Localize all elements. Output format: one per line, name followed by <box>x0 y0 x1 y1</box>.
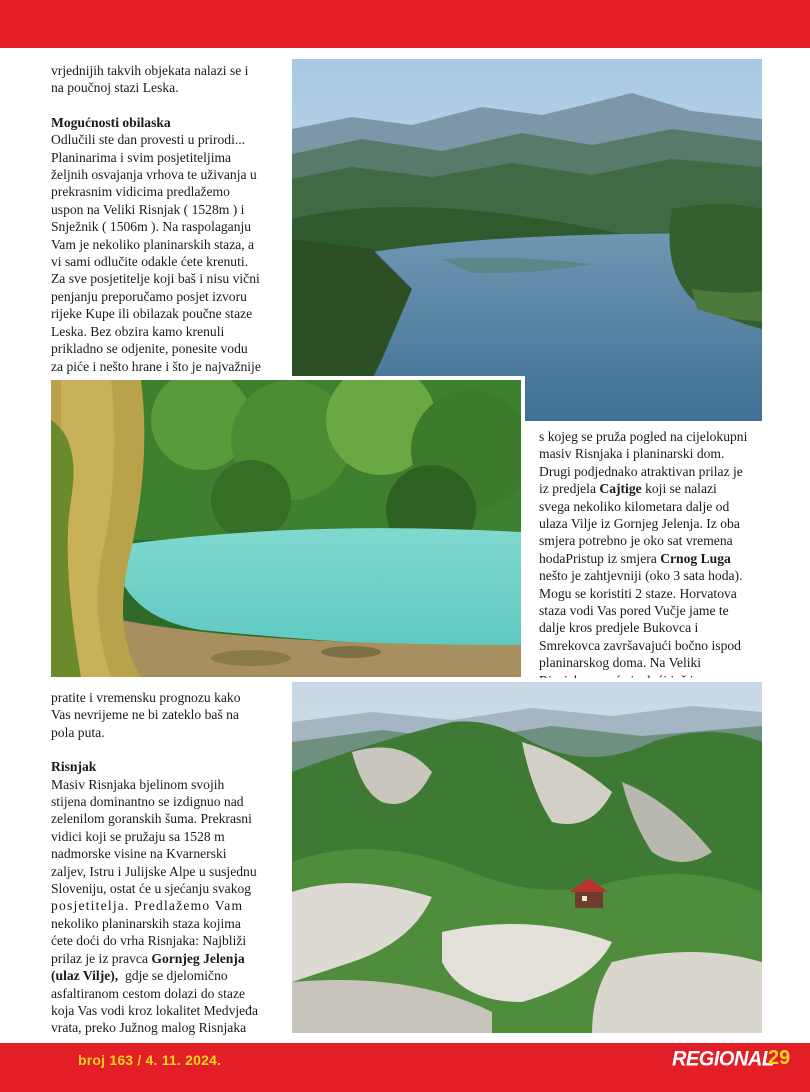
text-line: penjanju preporučamo posjet izvoru <box>51 288 247 304</box>
left-column-bottom <box>51 689 275 1037</box>
text-line: vrata, preko Južnog malog Risnjaka <box>51 1020 247 1036</box>
brand-logo: REGIONAL <box>672 1047 774 1071</box>
section-heading-risnjak: Risnjak <box>51 759 97 775</box>
page-number: 29 <box>768 1047 791 1069</box>
text-line: prikladno se odjenite, ponesite vodu <box>51 341 248 357</box>
text-line: vidici koji se pružaju sa 1528 m <box>51 828 225 844</box>
text-line: koja Vas vodi kroz lokalitet Medvjeđa <box>51 1002 259 1018</box>
text-line: stijena dominantno se izdignuo nad <box>51 794 244 810</box>
place-name-crnog-luga: Crnog Luga <box>660 550 731 566</box>
text-line: rijeke Kupe ili obilazak poučne staze <box>51 306 253 322</box>
text-line: pola puta. <box>51 724 105 740</box>
text-line: Mogu se koristiti 2 staze. Horvatova <box>539 585 737 601</box>
text-line: svega nekoliko kilometara dalje od <box>539 498 730 514</box>
text-line-ulaz-vilje <box>51 967 275 984</box>
text-line: ćete doći do vrha Risnjaka: Najbliži <box>51 933 247 949</box>
text-line: željnih osvajanja vrhova te uživanja u <box>51 167 257 183</box>
text-span: hodaPristup iz smjera <box>539 550 661 566</box>
text-line: na poučnoj stazi Leska. <box>51 80 179 96</box>
text-line: Masiv Risnjaka bjelinom svojih <box>51 776 225 792</box>
text-line: planinarskog doma. Na Veliki <box>539 655 702 671</box>
left-column-top <box>51 62 275 392</box>
text-line: Drugi podjednako atraktivan prilaz je <box>539 463 743 479</box>
text-line: dalje kros predjele Bukovca i <box>539 620 699 636</box>
text-line: Snježnik ( 1506m ). Na raspolaganju <box>51 219 252 235</box>
text-line: Vam je nekoliko planinarskih staza, a <box>51 236 255 252</box>
text-line: masiv Risnjaka i planinarski dom. <box>539 446 725 462</box>
text-line-gornjeg-jelenja <box>51 950 275 967</box>
photo-lake-landscape <box>292 59 762 421</box>
text-line: uspon na Veliki Risnjak ( 1528m ) i <box>51 201 245 217</box>
text-line-crnog-luga <box>539 550 762 567</box>
text-line: Smrekovca završavajući bočno ispod <box>539 637 741 653</box>
top-red-bar <box>0 0 810 48</box>
right-column-mid <box>539 428 762 689</box>
text-line: Odlučili ste dan provesti u prirodi... <box>51 132 246 148</box>
text-span: gdje se djelomično <box>118 968 228 984</box>
text-line: s kojeg se pruža pogled na cijelokupni <box>539 429 748 444</box>
text-span: koji se nalazi <box>641 481 717 497</box>
text-span: prilaz je iz pravca <box>51 950 152 966</box>
text-line: prekrasnim vidicima predlažemo <box>51 184 230 200</box>
text-line: ulaza Vilje iz Gornjeg Jelenja. Iz oba <box>539 516 740 532</box>
issue-date: broj 163 / 4. 11. 2024. <box>78 1052 222 1068</box>
place-name-ulaz-vilje: (ulaz Vilje), <box>51 968 119 984</box>
text-line: zelenilom goranskih šuma. Prekrasni <box>51 811 252 827</box>
text-line: nešto je zahtjevniji (oko 3 sata hoda). <box>539 568 743 584</box>
text-line: staza vodi Vas pored Vučje jame te <box>539 603 729 619</box>
mogucnosti-body <box>51 131 275 392</box>
text-line: Sloveniju, ostat će u sjećanju svakog <box>51 881 252 897</box>
text-line-cajtige <box>539 480 762 497</box>
intro-text <box>51 62 275 97</box>
place-name-gornjeg-jelenja: Gornjeg Jelenja <box>151 950 245 966</box>
text-line: Vas nevrijeme ne bi zateklo baš na <box>51 707 239 723</box>
text-span: iz predjela <box>539 481 600 497</box>
section-heading-mogucnosti: Mogućnosti obilaska <box>51 114 171 130</box>
text-line: vrjednijih takvih objekata nalazi se i <box>51 63 249 78</box>
text-line: zaljev, Istru i Julijske Alpe u susjednu <box>51 863 257 879</box>
text-line: nekoliko planinarskih staza kojima <box>51 915 241 931</box>
text-line: Za sve posjetitelje koji baš i nisu vični <box>51 271 260 287</box>
place-name-cajtige: Cajtige <box>599 481 642 497</box>
text-line: nadmorske visine na Kvarnerski <box>51 846 227 862</box>
text-line: posjetitelja. Predlažemo Vam <box>51 898 244 914</box>
text-line: Leska. Bez obzira kamo krenuli <box>51 323 225 339</box>
photo-kupa-spring <box>51 380 521 677</box>
text-line: Planinarima i svim posjetiteljima <box>51 149 232 165</box>
photo-risnjak-mountain <box>292 682 762 1033</box>
text-line: pratite i vremensku prognozu kako <box>51 690 241 705</box>
text-line: smjera potrebno je oko sat vremena <box>539 533 733 549</box>
text-line: asfaltiranom cestom dolazi do staze <box>51 985 246 1001</box>
text-line: vi sami odlučite odakle ćete krenuti. <box>51 254 249 270</box>
text-line: za piće i nešto hrane i što je najvažnije <box>51 358 261 374</box>
